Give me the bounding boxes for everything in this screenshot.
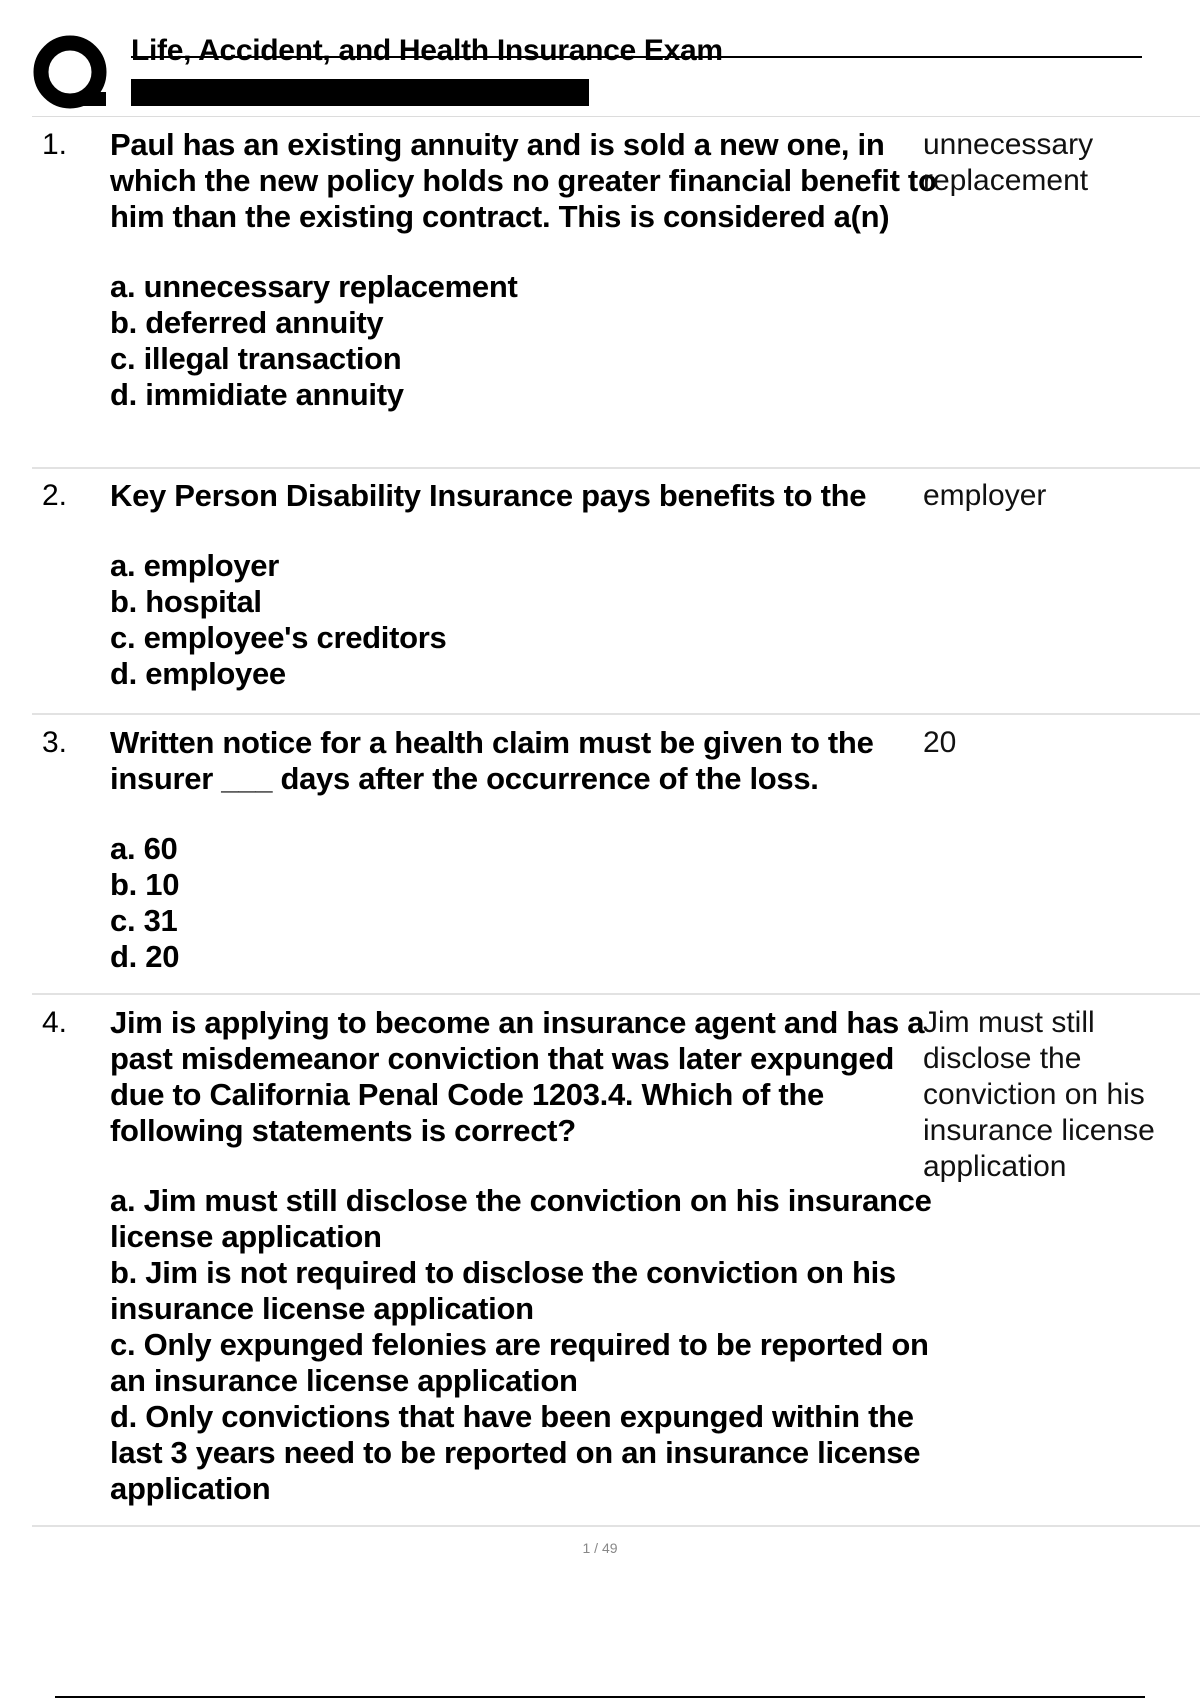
option-item: c. 31 bbox=[110, 903, 178, 938]
answer-text: employer bbox=[923, 479, 1047, 512]
question-text-block bbox=[110, 127, 950, 413]
option-item: a. Jim must still disclose the conviction on his insurance license application bbox=[110, 1183, 932, 1254]
question-divider bbox=[32, 1525, 1200, 1527]
option-item: d. immidiate annuity bbox=[110, 377, 404, 412]
question-divider bbox=[32, 467, 1200, 469]
option-item: b. 10 bbox=[110, 867, 180, 902]
question-text: Paul has an existing annuity and is sold a new one, in which the new policy holds no greater financial benefit to him than the existing contract. This is considered a(n) bbox=[110, 127, 937, 234]
question-text-block bbox=[110, 1005, 950, 1507]
answer-text: 20 bbox=[923, 726, 957, 759]
redaction-bar bbox=[131, 79, 589, 106]
option-item: c. illegal transaction bbox=[110, 341, 402, 376]
question-number: 4. bbox=[42, 1006, 68, 1039]
option-item: d. 20 bbox=[110, 939, 180, 974]
options-list bbox=[110, 269, 950, 413]
quizlet-logo-icon bbox=[32, 34, 112, 114]
question-number: 2. bbox=[42, 479, 68, 512]
page-header bbox=[0, 0, 1200, 120]
option-item: b. deferred annuity bbox=[110, 305, 384, 340]
option-item: d. Only convictions that have been expunged within the last 3 years need to be reported on an insurance license application bbox=[110, 1399, 921, 1506]
question-divider bbox=[32, 713, 1200, 715]
option-item: d. employee bbox=[110, 656, 286, 691]
option-item: b. hospital bbox=[110, 584, 262, 619]
option-item: a. 60 bbox=[110, 831, 178, 866]
question-text: Written notice for a health claim must be given to the insurer ___ days after the occurrence of the loss. bbox=[110, 725, 874, 796]
options-list bbox=[110, 831, 950, 975]
options-list bbox=[110, 1183, 950, 1507]
question-number: 1. bbox=[42, 128, 68, 161]
question-text: Key Person Disability Insurance pays benefits to the bbox=[110, 478, 867, 513]
question-divider bbox=[32, 993, 1200, 995]
header-divider bbox=[32, 116, 1200, 117]
footer-rule bbox=[55, 1696, 1145, 1698]
question-text-block bbox=[110, 478, 950, 692]
question-text: Jim is applying to become an insurance agent and has a past misdemeanor conviction that was later expunged due to California Penal Code 1203.4. Which of the following statements is correct? bbox=[110, 1005, 925, 1148]
question-number: 3. bbox=[42, 726, 68, 759]
page-title: Life, Accident, and Health Insurance Exam bbox=[131, 34, 723, 67]
option-item: c. employee's creditors bbox=[110, 620, 447, 655]
answer-text: Jim must still disclose the conviction on his insurance license application bbox=[923, 1006, 1155, 1183]
answer-text: unnecessary replacement bbox=[923, 128, 1094, 197]
option-item: b. Jim is not required to disclose the conviction on his insurance license application bbox=[110, 1255, 896, 1326]
question-text-block bbox=[110, 725, 950, 975]
options-list bbox=[110, 548, 950, 692]
option-item: c. Only expunged felonies are required to be reported on an insurance license application bbox=[110, 1327, 929, 1398]
option-item: a. employer bbox=[110, 548, 280, 583]
page-number: 1 / 49 bbox=[582, 1540, 618, 1556]
option-item: a. unnecessary replacement bbox=[110, 269, 518, 304]
